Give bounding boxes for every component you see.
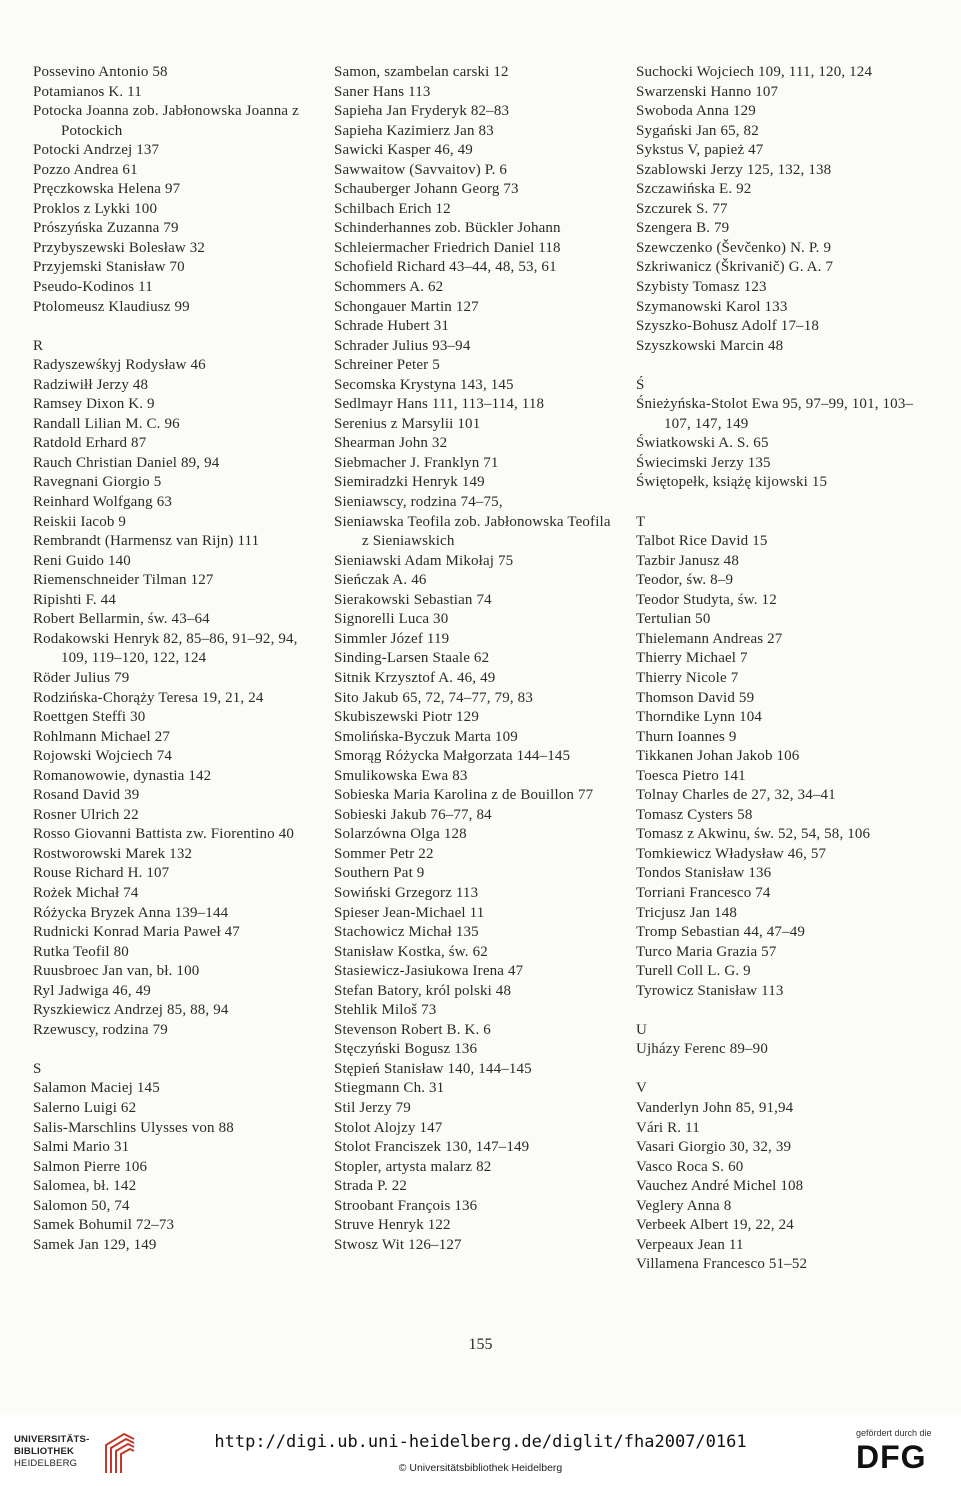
index-entry: Rostworowski Marek 132 (33, 845, 193, 862)
index-entry: Schongauer Martin 127 (334, 298, 479, 315)
index-entry: Southern Pat 9 (334, 865, 425, 882)
section-spacer (636, 1060, 926, 1080)
index-entry: Swoboda Anna 129 (636, 103, 756, 120)
index-entry: Proklos z Lykki 100 (33, 200, 158, 217)
index-entry: Schleiermacher Friedrich Daniel 118 (334, 239, 561, 256)
index-column-3 (636, 63, 926, 1275)
index-entry: Stevenson Robert B. K. 6 (334, 1021, 491, 1038)
index-entry: Szablowski Jerzy 125, 132, 138 (636, 161, 832, 178)
copyright-notice: © Universitätsbibliothek Heidelberg (398, 1462, 563, 1474)
index-entry: Rodakowski Henryk 82, 85–86, 91–92, 94, 109, 119–120, 122, 124 (33, 630, 298, 667)
index-entry: Potocka Joanna zob. Jabłonowska Joanna z Potockich (33, 103, 299, 139)
index-entry: Thurn Ioannes 9 (636, 728, 737, 745)
index-entry: Ramsey Dixon K. 9 (33, 396, 155, 413)
index-entry: Salomon 50, 74 (33, 1197, 130, 1214)
index-entry: Sapieha Jan Fryderyk 82–83 (334, 103, 510, 120)
index-entry: Potamianos K. 11 (33, 83, 142, 100)
section-letter: R (33, 337, 44, 354)
index-entry: Vári R. 11 (636, 1119, 700, 1136)
index-entry: Serenius z Marsylii 101 (334, 415, 481, 432)
index-entry: Tertulian 50 (636, 611, 711, 628)
footer (0, 1415, 961, 1486)
index-entry: Schrader Julius 93–94 (334, 337, 471, 354)
index-entry: Szczurek S. 77 (636, 200, 728, 217)
section-spacer (636, 493, 926, 513)
index-entry: Prószyńska Zuzanna 79 (33, 220, 179, 237)
index-entry: Tondos Stanisław 136 (636, 865, 772, 882)
index-entry: Salmi Mario 31 (33, 1139, 130, 1156)
index-entry: Tricjusz Jan 148 (636, 904, 738, 921)
index-entry: Stroobant François 136 (334, 1197, 478, 1214)
index-entry: Siebmacher J. Franklyn 71 (334, 454, 499, 471)
section-spacer (636, 1001, 926, 1021)
index-entry: Veglery Anna 8 (636, 1197, 732, 1214)
index-column-2 (334, 63, 619, 1255)
index-entry: Strada P. 22 (334, 1178, 408, 1195)
index-entry: Ruusbroec Jan van, bł. 100 (33, 963, 200, 980)
index-entry: Śnieżyńska-Stolot Ewa 95, 97–99, 101, 103–107, 147, 149 (636, 396, 914, 432)
index-entry: Salerno Luigi 62 (33, 1099, 137, 1116)
index-entry: Stęczyński Bogusz 136 (334, 1041, 478, 1058)
index-entry: Stolot Franciszek 130, 147–149 (334, 1139, 530, 1156)
index-entry: Ryszkiewicz Andrzej 85, 88, 94 (33, 1002, 229, 1019)
index-entry: Struve Henryk 122 (334, 1217, 451, 1234)
index-entry: Smulikowska Ewa 83 (334, 767, 468, 784)
index-entry: Przyjemski Stanisław 70 (33, 259, 185, 276)
index-entry: Szybisty Tomasz 123 (636, 279, 767, 296)
section-letter: Ś (636, 376, 645, 393)
section-letter: U (636, 1021, 647, 1038)
index-entry: Ujházy Ferenc 89–90 (636, 1041, 768, 1058)
index-entry: Sykstus V, papież 47 (636, 142, 764, 159)
library-name-line-1: UNIVERSITÄTS- (14, 1434, 90, 1445)
section-spacer (33, 317, 318, 337)
index-entry: Sieniawscy, rodzina 74–75, (334, 494, 503, 511)
index-entry: Signorelli Luca 30 (334, 611, 449, 628)
index-entry: Różycka Bryzek Anna 139–144 (33, 904, 229, 921)
index-entry: Vauchez André Michel 108 (636, 1178, 804, 1195)
index-entry: Rauch Christian Daniel 89, 94 (33, 454, 220, 471)
index-entry: Samek Jan 129, 149 (33, 1236, 157, 1253)
index-entry: Schilbach Erich 12 (334, 200, 451, 217)
index-entry: Rohlmann Michael 27 (33, 728, 170, 745)
index-entry: Possevino Antonio 58 (33, 64, 168, 80)
section-letter: S (33, 1060, 42, 1077)
index-entry: Sawwaitow (Savvaitov) P. 6 (334, 161, 508, 178)
index-entry: Skubiszewski Piotr 129 (334, 709, 479, 726)
index-entry: Reiskii Iacob 9 (33, 513, 127, 530)
index-entry: Teodor Studyta, św. 12 (636, 591, 777, 608)
index-entry: Szymanowski Karol 133 (636, 298, 788, 315)
index-entry: Thomson David 59 (636, 689, 755, 706)
index-entry: Smorąg Różycka Małgorzata 144–145 (334, 748, 571, 765)
index-entry: Szkriwanicz (Škrivanič) G. A. 7 (636, 259, 834, 276)
index-entry: Szyszko-Bohusz Adolf 17–18 (636, 318, 820, 335)
section-letter: V (636, 1080, 647, 1097)
index-entry: Stiegmann Ch. 31 (334, 1080, 445, 1097)
index-entry: Sapieha Kazimierz Jan 83 (334, 122, 494, 139)
index-entry: Sierakowski Sebastian 74 (334, 591, 492, 608)
index-entry: Rosand David 39 (33, 787, 140, 804)
index-entry: Stanisław Kostka, św. 62 (334, 943, 488, 960)
index-entry: Pręczkowska Helena 97 (33, 181, 181, 198)
index-entry: Saner Hans 113 (334, 83, 431, 100)
index-entry: Robert Bellarmin, św. 43–64 (33, 611, 210, 628)
index-entry: Rouse Richard H. 107 (33, 865, 170, 882)
section-spacer (636, 356, 926, 376)
index-entry: Sinding-Larsen Staale 62 (334, 650, 490, 667)
index-entry: Stolot Alojzy 147 (334, 1119, 443, 1136)
index-entry: Villamena Francesco 51–52 (636, 1256, 808, 1273)
index-entry: Radziwiłł Jerzy 48 (33, 376, 149, 393)
index-entry: Röder Julius 79 (33, 669, 130, 686)
library-name-line-3: HEIDELBERG (14, 1458, 78, 1469)
index-entry: Toesca Pietro 141 (636, 767, 746, 784)
index-entry: Verbeek Albert 19, 22, 24 (636, 1217, 794, 1234)
index-entry: Romanowowie, dynastia 142 (33, 767, 212, 784)
index-entry: Sieniawski Adam Mikołaj 75 (334, 552, 514, 569)
index-entry: Stil Jerzy 79 (334, 1099, 411, 1116)
index-entry: Tyrowicz Stanisław 113 (636, 982, 784, 999)
index-entry: Verpeaux Jean 11 (636, 1236, 744, 1253)
index-entry: Rożek Michał 74 (33, 884, 139, 901)
index-entry: Rosner Ulrich 22 (33, 806, 139, 823)
index-entry: Solarzówna Olga 128 (334, 826, 467, 843)
index-entry: Tomkiewicz Władysław 46, 57 (636, 845, 827, 862)
index-entry: Turell Coll L. G. 9 (636, 963, 751, 980)
index-entry: Vanderlyn John 85, 91,94 (636, 1099, 794, 1116)
index-entry: Sedlmayr Hans 111, 113–114, 118 (334, 396, 545, 413)
index-entry: Tromp Sebastian 44, 47–49 (636, 924, 806, 941)
index-entry: Schauberger Johann Georg 73 (334, 181, 519, 198)
index-entry: Tomasz Cysters 58 (636, 806, 753, 823)
index-entry: Szewczenko (Ševčenko) N. P. 9 (636, 239, 832, 256)
index-entry: Rojowski Wojciech 74 (33, 748, 173, 765)
dfg-logo-text: DFG (856, 1439, 927, 1475)
index-entry: Rembrandt (Harmensz van Rijn) 111 (33, 533, 260, 550)
index-entry: Sawicki Kasper 46, 49 (334, 142, 473, 159)
index-entry: Światkowski A. S. 65 (636, 435, 769, 452)
index-entry: Salamon Maciej 145 (33, 1080, 160, 1097)
index-entry: Ryl Jadwiga 46, 49 (33, 982, 151, 999)
index-entry: Sito Jakub 65, 72, 74–77, 79, 83 (334, 689, 533, 706)
index-entry: Ripishti F. 44 (33, 591, 117, 608)
index-entry: Riemenschneider Tilman 127 (33, 572, 214, 589)
index-entry: Salis-Marschlins Ulysses von 88 (33, 1119, 234, 1136)
index-entry: Schommers A. 62 (334, 279, 444, 296)
index-entry: Shearman John 32 (334, 435, 448, 452)
library-name-line-2: BIBLIOTHEK (14, 1446, 75, 1457)
index-entry: Teodor, św. 8–9 (636, 572, 734, 589)
index-entry: Roettgen Steffi 30 (33, 709, 146, 726)
index-entry: Turco Maria Grazia 57 (636, 943, 777, 960)
index-entry: Stachowicz Michał 135 (334, 924, 479, 941)
index-entry: Schreiner Peter 5 (334, 357, 440, 374)
section-spacer (33, 1040, 318, 1060)
index-entry: Talbot Rice David 15 (636, 533, 768, 550)
index-entry: Sobieska Maria Karolina z de Bouillon 77 (334, 787, 594, 804)
index-entry: Tomasz z Akwinu, św. 52, 54, 58, 106 (636, 826, 871, 843)
index-entry: Samon, szambelan carski 12 (334, 64, 509, 80)
index-entry: Rutka Teofil 80 (33, 943, 129, 960)
index-entry: Szyszkowski Marcin 48 (636, 337, 784, 354)
index-entry: Schinderhannes zob. Bückler Johann (334, 220, 561, 237)
index-entry: Randall Lilian M. C. 96 (33, 415, 180, 432)
index-entry: Sowiński Grzegorz 113 (334, 884, 479, 901)
index-entry: Pseudo-Kodinos 11 (33, 279, 153, 296)
index-entry: Świecimski Jerzy 135 (636, 454, 771, 471)
page-number: 155 (468, 1336, 493, 1353)
index-entry: Stefan Batory, król polski 48 (334, 982, 512, 999)
index-entry: Rudnicki Konrad Maria Paweł 47 (33, 924, 240, 941)
index-entry: Secomska Krystyna 143, 145 (334, 376, 514, 393)
index-entry: Salomea, bł. 142 (33, 1178, 137, 1195)
index-entry: Stehlik Miloš 73 (334, 1002, 437, 1019)
index-entry: Stasiewicz-Jasiukowa Irena 47 (334, 963, 524, 980)
index-entry: Potocki Andrzej 137 (33, 142, 160, 159)
index-entry: Tikkanen Johan Jakob 106 (636, 748, 800, 765)
index-entry: Vasari Giorgio 30, 32, 39 (636, 1139, 792, 1156)
index-entry: Ptolomeusz Klaudiusz 99 (33, 298, 190, 315)
index-entry: Siemiradzki Henryk 149 (334, 474, 485, 491)
index-entry: Rosso Giovanni Battista zw. Fiorentino 40 (33, 826, 294, 843)
index-entry: Sygański Jan 65, 82 (636, 122, 759, 139)
digital-copy-url[interactable]: http://digi.ub.uni-heidelberg.de/diglit/fha2007/0161 (214, 1432, 747, 1452)
index-entry: Vasco Roca S. 60 (636, 1158, 744, 1175)
index-entry: Sobieski Jakub 76–77, 84 (334, 806, 492, 823)
index-entry: Pozzo Andrea 61 (33, 161, 138, 178)
index-entry: Ravegnani Giorgio 5 (33, 474, 162, 491)
index-entry: Stwosz Wit 126–127 (334, 1236, 462, 1253)
index-entry: Smolińska-Byczuk Marta 109 (334, 728, 518, 745)
index-entry: Swarzenski Hanno 107 (636, 83, 779, 100)
index-entry: Sitnik Krzysztof A. 46, 49 (334, 669, 496, 686)
index-entry: Suchocki Wojciech 109, 111, 120, 124 (636, 64, 873, 80)
index-entry: Spieser Jean-Michael 11 (334, 904, 485, 921)
section-letter: T (636, 513, 646, 530)
index-entry: Schofield Richard 43–44, 48, 53, 61 (334, 259, 557, 276)
index-entry: Simmler Józef 119 (334, 630, 450, 647)
index-entry: Thorndike Lynn 104 (636, 709, 763, 726)
index-entry: Świętopełk, książę kijowski 15 (636, 474, 828, 491)
index-entry: Reni Guido 140 (33, 552, 131, 569)
index-entry: Thielemann Andreas 27 (636, 630, 783, 647)
index-entry: Thierry Michael 7 (636, 650, 748, 667)
index-entry: Reinhard Wolfgang 63 (33, 494, 172, 511)
index-entry: Sommer Petr 22 (334, 845, 434, 862)
index-entry: Salmon Pierre 106 (33, 1158, 148, 1175)
index-entry: Szczawińska E. 92 (636, 181, 752, 198)
index-column-1 (33, 63, 318, 1255)
index-entry: Rzewuscy, rodzina 79 (33, 1021, 168, 1038)
index-entry: Samek Bohumil 72–73 (33, 1217, 175, 1234)
index-entry: Ratdold Erhard 87 (33, 435, 147, 452)
index-entry: Sieńczak A. 46 (334, 572, 427, 589)
index-entry: Przybyszewski Bolesław 32 (33, 239, 206, 256)
dfg-logo (848, 1428, 954, 1480)
index-entry: Rodzińska-Chorąży Teresa 19, 21, 24 (33, 689, 264, 706)
index-entry: Schrade Hubert 31 (334, 318, 450, 335)
index-entry: Sieniawska Teofila zob. Jabłonowska Teofila z Sieniawskich (334, 513, 611, 550)
index-entry: Tolnay Charles de 27, 32, 34–41 (636, 787, 836, 804)
index-entry: Radyszewśkyj Rodysław 46 (33, 357, 206, 374)
index-entry: Szengera B. 79 (636, 220, 730, 237)
index-entry: Thierry Nicole 7 (636, 669, 739, 686)
index-entry: Torriani Francesco 74 (636, 884, 771, 901)
index-entry: Stępień Stanisław 140, 144–145 (334, 1060, 532, 1077)
index-entry: Tazbir Janusz 48 (636, 552, 739, 569)
dfg-caption: gefördert durch die (856, 1428, 932, 1438)
index-entry: Stopler, artysta malarz 82 (334, 1158, 492, 1175)
